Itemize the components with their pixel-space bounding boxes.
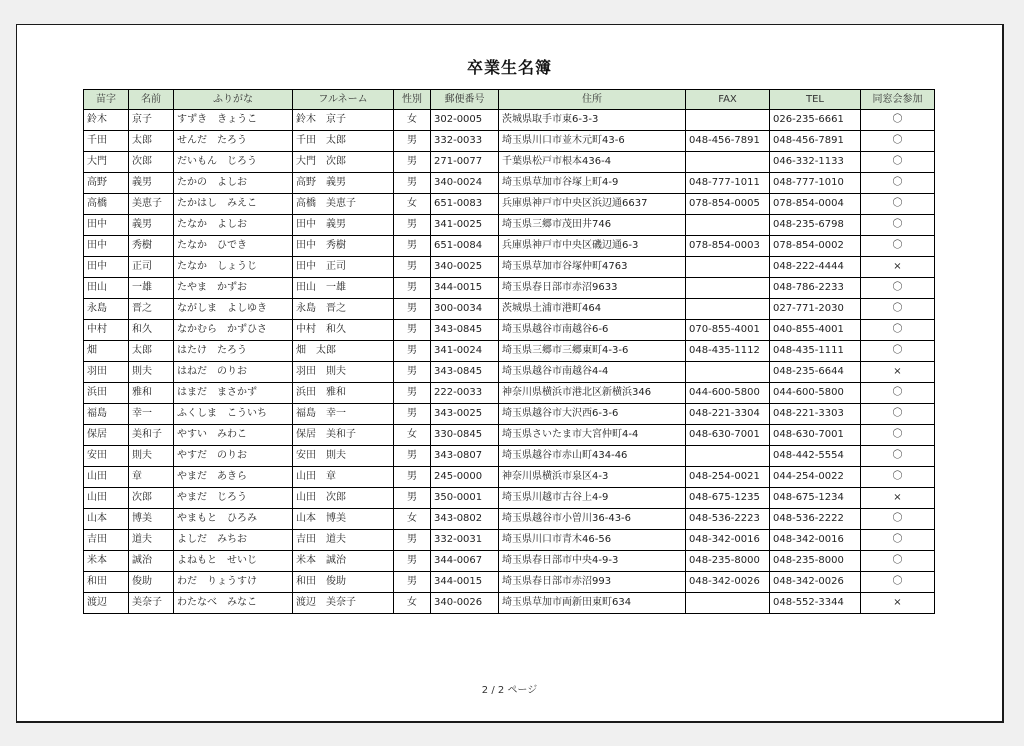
- cell-surname: 田中: [84, 236, 129, 257]
- cell-surname: 浜田: [84, 383, 129, 404]
- cell-gender: 男: [394, 572, 431, 593]
- cell-address: 埼玉県さいたま市大宮仲町4-4: [499, 425, 686, 446]
- cell-address: 埼玉県川越市古谷上4-9: [499, 488, 686, 509]
- cell-tel: 048-552-3344: [770, 593, 861, 614]
- table-row: [84, 173, 935, 194]
- cell-postal-code: 343-0845: [431, 320, 499, 341]
- cell-tel: 044-600-5800: [770, 383, 861, 404]
- table-row: [84, 257, 935, 278]
- cell-given-name: 太郎: [129, 341, 174, 362]
- cell-given-name: 次郎: [129, 152, 174, 173]
- cell-address: 埼玉県三郷市茂田井746: [499, 215, 686, 236]
- cell-furigana: はたけ たろう: [174, 341, 293, 362]
- table-row: [84, 131, 935, 152]
- cell-gender: 女: [394, 194, 431, 215]
- cell-reunion: 〇: [861, 425, 935, 446]
- cell-fax: 048-536-2223: [686, 509, 770, 530]
- cell-fax: [686, 593, 770, 614]
- cell-given-name: 正司: [129, 257, 174, 278]
- cell-gender: 男: [394, 152, 431, 173]
- cell-address: 埼玉県越谷市南越谷4-4: [499, 362, 686, 383]
- header-address: 住所: [499, 90, 686, 110]
- alumni-table: [83, 89, 935, 614]
- cell-gender: 男: [394, 278, 431, 299]
- cell-furigana: わたなべ みなこ: [174, 593, 293, 614]
- cell-given-name: 和久: [129, 320, 174, 341]
- cell-given-name: 京子: [129, 110, 174, 131]
- table-row: [84, 236, 935, 257]
- header-surname: 苗字: [84, 90, 129, 110]
- header-full-name: フルネーム: [293, 90, 394, 110]
- cell-surname: 安田: [84, 446, 129, 467]
- cell-address: 茨城県取手市東6-3-3: [499, 110, 686, 131]
- cell-tel: 078-854-0002: [770, 236, 861, 257]
- cell-reunion: 〇: [861, 467, 935, 488]
- cell-address: 神奈川県横浜市泉区4-3: [499, 467, 686, 488]
- cell-full-name: 永島 晋之: [293, 299, 394, 320]
- cell-reunion: 〇: [861, 530, 935, 551]
- cell-given-name: 則夫: [129, 362, 174, 383]
- cell-full-name: 鈴木 京子: [293, 110, 394, 131]
- cell-postal-code: 343-0807: [431, 446, 499, 467]
- table-row: [84, 530, 935, 551]
- cell-given-name: 美奈子: [129, 593, 174, 614]
- cell-reunion: 〇: [861, 383, 935, 404]
- cell-postal-code: 344-0015: [431, 572, 499, 593]
- cell-reunion: ×: [861, 593, 935, 614]
- cell-address: 埼玉県春日部市中央4-9-3: [499, 551, 686, 572]
- cell-reunion: 〇: [861, 152, 935, 173]
- cell-reunion: 〇: [861, 341, 935, 362]
- cell-surname: 保居: [84, 425, 129, 446]
- cell-fax: 048-342-0016: [686, 530, 770, 551]
- cell-tel: 046-332-1133: [770, 152, 861, 173]
- cell-full-name: 山田 次郎: [293, 488, 394, 509]
- cell-fax: 078-854-0005: [686, 194, 770, 215]
- cell-tel: 048-630-7001: [770, 425, 861, 446]
- cell-full-name: 田中 秀樹: [293, 236, 394, 257]
- document-title: 卒業生名簿: [466, 58, 552, 77]
- cell-furigana: ふくしま こういち: [174, 404, 293, 425]
- cell-surname: 高橋: [84, 194, 129, 215]
- table-row: [84, 425, 935, 446]
- cell-furigana: ながしま よしゆき: [174, 299, 293, 320]
- cell-given-name: 道夫: [129, 530, 174, 551]
- table-body: [84, 110, 935, 614]
- cell-furigana: せんだ たろう: [174, 131, 293, 152]
- cell-fax: 048-630-7001: [686, 425, 770, 446]
- cell-tel: 048-221-3303: [770, 404, 861, 425]
- cell-address: 茨城県土浦市港町464: [499, 299, 686, 320]
- cell-reunion: 〇: [861, 572, 935, 593]
- cell-tel: 048-222-4444: [770, 257, 861, 278]
- cell-postal-code: 245-0000: [431, 467, 499, 488]
- cell-gender: 男: [394, 488, 431, 509]
- cell-given-name: 秀樹: [129, 236, 174, 257]
- cell-given-name: 則夫: [129, 446, 174, 467]
- cell-postal-code: 340-0024: [431, 173, 499, 194]
- cell-gender: 男: [394, 446, 431, 467]
- cell-gender: 男: [394, 383, 431, 404]
- cell-address: 千葉県松戸市根本436-4: [499, 152, 686, 173]
- table-row: [84, 404, 935, 425]
- cell-furigana: たなか しょうじ: [174, 257, 293, 278]
- cell-postal-code: 330-0845: [431, 425, 499, 446]
- cell-address: 埼玉県越谷市大沢西6-3-6: [499, 404, 686, 425]
- cell-given-name: 太郎: [129, 131, 174, 152]
- cell-address: 埼玉県三郷市三郷東町4-3-6: [499, 341, 686, 362]
- cell-surname: 高野: [84, 173, 129, 194]
- cell-gender: 男: [394, 467, 431, 488]
- cell-address: 埼玉県川口市青木46-56: [499, 530, 686, 551]
- cell-gender: 男: [394, 257, 431, 278]
- cell-furigana: はねだ のりお: [174, 362, 293, 383]
- cell-surname: 山本: [84, 509, 129, 530]
- cell-postal-code: 271-0077: [431, 152, 499, 173]
- cell-postal-code: 651-0084: [431, 236, 499, 257]
- table-header-row: [84, 90, 935, 110]
- cell-full-name: 和田 俊助: [293, 572, 394, 593]
- cell-fax: 048-221-3304: [686, 404, 770, 425]
- cell-tel: 048-442-5554: [770, 446, 861, 467]
- cell-given-name: 義男: [129, 215, 174, 236]
- cell-fax: 048-456-7891: [686, 131, 770, 152]
- cell-tel: 040-855-4001: [770, 320, 861, 341]
- cell-reunion: 〇: [861, 278, 935, 299]
- cell-tel: 048-235-8000: [770, 551, 861, 572]
- table-row: [84, 446, 935, 467]
- table-row: [84, 362, 935, 383]
- cell-gender: 男: [394, 215, 431, 236]
- cell-furigana: やすだ のりお: [174, 446, 293, 467]
- cell-gender: 男: [394, 530, 431, 551]
- table-row: [84, 467, 935, 488]
- cell-reunion: 〇: [861, 320, 935, 341]
- cell-surname: 永島: [84, 299, 129, 320]
- cell-furigana: すずき きょうこ: [174, 110, 293, 131]
- cell-given-name: 章: [129, 467, 174, 488]
- cell-surname: 吉田: [84, 530, 129, 551]
- cell-reunion: ×: [861, 488, 935, 509]
- cell-given-name: 一雄: [129, 278, 174, 299]
- cell-surname: 鈴木: [84, 110, 129, 131]
- cell-full-name: 米本 誠治: [293, 551, 394, 572]
- cell-full-name: 高野 義男: [293, 173, 394, 194]
- cell-furigana: わだ りょうすけ: [174, 572, 293, 593]
- cell-surname: 田山: [84, 278, 129, 299]
- cell-fax: [686, 257, 770, 278]
- cell-reunion: 〇: [861, 131, 935, 152]
- cell-surname: 福島: [84, 404, 129, 425]
- cell-full-name: 安田 則夫: [293, 446, 394, 467]
- cell-gender: 男: [394, 236, 431, 257]
- cell-postal-code: 222-0033: [431, 383, 499, 404]
- table-row: [84, 320, 935, 341]
- table-row: [84, 341, 935, 362]
- cell-given-name: 美恵子: [129, 194, 174, 215]
- cell-reunion: 〇: [861, 110, 935, 131]
- cell-fax: 048-435-1112: [686, 341, 770, 362]
- cell-full-name: 千田 太郎: [293, 131, 394, 152]
- cell-postal-code: 340-0026: [431, 593, 499, 614]
- cell-address: 埼玉県草加市谷塚仲町4763: [499, 257, 686, 278]
- cell-full-name: 大門 次郎: [293, 152, 394, 173]
- table-row: [84, 488, 935, 509]
- cell-surname: 畑: [84, 341, 129, 362]
- cell-surname: 中村: [84, 320, 129, 341]
- cell-gender: 男: [394, 404, 431, 425]
- cell-reunion: 〇: [861, 551, 935, 572]
- cell-full-name: 田山 一雄: [293, 278, 394, 299]
- cell-full-name: 田中 義男: [293, 215, 394, 236]
- cell-full-name: 羽田 則夫: [293, 362, 394, 383]
- cell-postal-code: 344-0015: [431, 278, 499, 299]
- cell-postal-code: 651-0083: [431, 194, 499, 215]
- cell-fax: [686, 110, 770, 131]
- cell-furigana: たなか よしお: [174, 215, 293, 236]
- cell-tel: 048-342-0016: [770, 530, 861, 551]
- cell-reunion: 〇: [861, 215, 935, 236]
- cell-fax: [686, 362, 770, 383]
- cell-gender: 男: [394, 551, 431, 572]
- cell-postal-code: 350-0001: [431, 488, 499, 509]
- cell-fax: [686, 278, 770, 299]
- cell-gender: 男: [394, 131, 431, 152]
- cell-surname: 大門: [84, 152, 129, 173]
- table-row: [84, 215, 935, 236]
- cell-reunion: 〇: [861, 404, 935, 425]
- cell-full-name: 畑 太郎: [293, 341, 394, 362]
- cell-surname: 羽田: [84, 362, 129, 383]
- cell-fax: 048-235-8000: [686, 551, 770, 572]
- cell-furigana: たなか ひでき: [174, 236, 293, 257]
- table-row: [84, 509, 935, 530]
- cell-surname: 米本: [84, 551, 129, 572]
- cell-given-name: 幸一: [129, 404, 174, 425]
- cell-furigana: たかはし みえこ: [174, 194, 293, 215]
- cell-gender: 男: [394, 320, 431, 341]
- cell-gender: 女: [394, 593, 431, 614]
- cell-fax: [686, 299, 770, 320]
- cell-fax: 044-600-5800: [686, 383, 770, 404]
- header-postal-code: 郵便番号: [431, 90, 499, 110]
- cell-reunion: 〇: [861, 299, 935, 320]
- cell-furigana: たやま かずお: [174, 278, 293, 299]
- cell-furigana: よしだ みちお: [174, 530, 293, 551]
- cell-furigana: なかむら かずひさ: [174, 320, 293, 341]
- cell-furigana: やまもと ひろみ: [174, 509, 293, 530]
- cell-address: 埼玉県春日部市赤沼9633: [499, 278, 686, 299]
- table-row: [84, 194, 935, 215]
- cell-full-name: 中村 和久: [293, 320, 394, 341]
- cell-reunion: 〇: [861, 509, 935, 530]
- cell-tel: 026-235-6661: [770, 110, 861, 131]
- cell-tel: 048-675-1234: [770, 488, 861, 509]
- cell-address: 埼玉県草加市谷塚上町4-9: [499, 173, 686, 194]
- cell-furigana: やまだ じろう: [174, 488, 293, 509]
- header-tel: TEL: [770, 90, 861, 110]
- cell-fax: [686, 446, 770, 467]
- cell-reunion: 〇: [861, 173, 935, 194]
- cell-gender: 女: [394, 110, 431, 131]
- header-furigana: ふりがな: [174, 90, 293, 110]
- cell-address: 神奈川県横浜市港北区新横浜346: [499, 383, 686, 404]
- cell-surname: 山田: [84, 488, 129, 509]
- document-page: [16, 24, 1004, 723]
- cell-gender: 男: [394, 173, 431, 194]
- cell-postal-code: 332-0031: [431, 530, 499, 551]
- header-given-name: 名前: [129, 90, 174, 110]
- table-row: [84, 593, 935, 614]
- cell-address: 埼玉県春日部市赤沼993: [499, 572, 686, 593]
- cell-tel: 078-854-0004: [770, 194, 861, 215]
- cell-furigana: やまだ あきら: [174, 467, 293, 488]
- cell-furigana: たかの よしお: [174, 173, 293, 194]
- cell-fax: 048-675-1235: [686, 488, 770, 509]
- cell-tel: 048-435-1111: [770, 341, 861, 362]
- table-row: [84, 551, 935, 572]
- cell-reunion: ×: [861, 362, 935, 383]
- cell-furigana: はまだ まさかず: [174, 383, 293, 404]
- cell-reunion: ×: [861, 257, 935, 278]
- cell-surname: 和田: [84, 572, 129, 593]
- cell-full-name: 吉田 道夫: [293, 530, 394, 551]
- cell-given-name: 義男: [129, 173, 174, 194]
- cell-address: 埼玉県川口市並木元町43-6: [499, 131, 686, 152]
- cell-gender: 男: [394, 362, 431, 383]
- cell-given-name: 俊助: [129, 572, 174, 593]
- cell-postal-code: 341-0024: [431, 341, 499, 362]
- page-indicator: 2 / 2 ページ: [481, 685, 538, 696]
- cell-reunion: 〇: [861, 446, 935, 467]
- cell-postal-code: 302-0005: [431, 110, 499, 131]
- cell-full-name: 田中 正司: [293, 257, 394, 278]
- cell-gender: 男: [394, 341, 431, 362]
- cell-address: 埼玉県越谷市小曽川36-43-6: [499, 509, 686, 530]
- cell-tel: 048-777-1010: [770, 173, 861, 194]
- cell-full-name: 浜田 雅和: [293, 383, 394, 404]
- cell-surname: 田中: [84, 257, 129, 278]
- cell-furigana: よねもと せいじ: [174, 551, 293, 572]
- cell-postal-code: 343-0845: [431, 362, 499, 383]
- cell-tel: 048-342-0026: [770, 572, 861, 593]
- cell-tel: 048-235-6798: [770, 215, 861, 236]
- cell-postal-code: 344-0067: [431, 551, 499, 572]
- cell-fax: [686, 215, 770, 236]
- cell-reunion: 〇: [861, 194, 935, 215]
- cell-address: 埼玉県越谷市赤山町434-46: [499, 446, 686, 467]
- cell-address: 兵庫県神戸市中央区浜辺通6637: [499, 194, 686, 215]
- cell-gender: 男: [394, 299, 431, 320]
- table-row: [84, 383, 935, 404]
- cell-reunion: 〇: [861, 236, 935, 257]
- cell-full-name: 福島 幸一: [293, 404, 394, 425]
- cell-postal-code: 340-0025: [431, 257, 499, 278]
- cell-postal-code: 300-0034: [431, 299, 499, 320]
- cell-tel: 044-254-0022: [770, 467, 861, 488]
- cell-tel: 048-786-2233: [770, 278, 861, 299]
- cell-full-name: 渡辺 美奈子: [293, 593, 394, 614]
- cell-fax: 048-254-0021: [686, 467, 770, 488]
- cell-given-name: 晋之: [129, 299, 174, 320]
- cell-fax: [686, 152, 770, 173]
- header-fax: FAX: [686, 90, 770, 110]
- cell-given-name: 次郎: [129, 488, 174, 509]
- cell-fax: 048-342-0026: [686, 572, 770, 593]
- cell-tel: 048-235-6644: [770, 362, 861, 383]
- cell-tel: 048-536-2222: [770, 509, 861, 530]
- cell-gender: 女: [394, 509, 431, 530]
- table-row: [84, 152, 935, 173]
- cell-given-name: 雅和: [129, 383, 174, 404]
- cell-postal-code: 343-0802: [431, 509, 499, 530]
- cell-given-name: 誠治: [129, 551, 174, 572]
- cell-tel: 027-771-2030: [770, 299, 861, 320]
- header-reunion: 同窓会参加: [861, 90, 935, 110]
- cell-tel: 048-456-7891: [770, 131, 861, 152]
- cell-postal-code: 341-0025: [431, 215, 499, 236]
- table-row: [84, 299, 935, 320]
- cell-furigana: だいもん じろう: [174, 152, 293, 173]
- cell-address: 埼玉県越谷市南越谷6-6: [499, 320, 686, 341]
- cell-gender: 女: [394, 425, 431, 446]
- cell-furigana: やすい みわこ: [174, 425, 293, 446]
- table-row: [84, 572, 935, 593]
- table-row: [84, 278, 935, 299]
- cell-surname: 渡辺: [84, 593, 129, 614]
- header-gender: 性別: [394, 90, 431, 110]
- cell-surname: 山田: [84, 467, 129, 488]
- cell-address: 埼玉県草加市両新田東町634: [499, 593, 686, 614]
- cell-address: 兵庫県神戸市中央区磯辺通6-3: [499, 236, 686, 257]
- cell-surname: 千田: [84, 131, 129, 152]
- cell-postal-code: 343-0025: [431, 404, 499, 425]
- cell-fax: 078-854-0003: [686, 236, 770, 257]
- cell-fax: 070-855-4001: [686, 320, 770, 341]
- cell-postal-code: 332-0033: [431, 131, 499, 152]
- cell-fax: 048-777-1011: [686, 173, 770, 194]
- cell-surname: 田中: [84, 215, 129, 236]
- cell-full-name: 山本 博美: [293, 509, 394, 530]
- cell-full-name: 山田 章: [293, 467, 394, 488]
- cell-given-name: 博美: [129, 509, 174, 530]
- cell-given-name: 美和子: [129, 425, 174, 446]
- cell-full-name: 保居 美和子: [293, 425, 394, 446]
- table-row: [84, 110, 935, 131]
- cell-full-name: 高橋 美恵子: [293, 194, 394, 215]
